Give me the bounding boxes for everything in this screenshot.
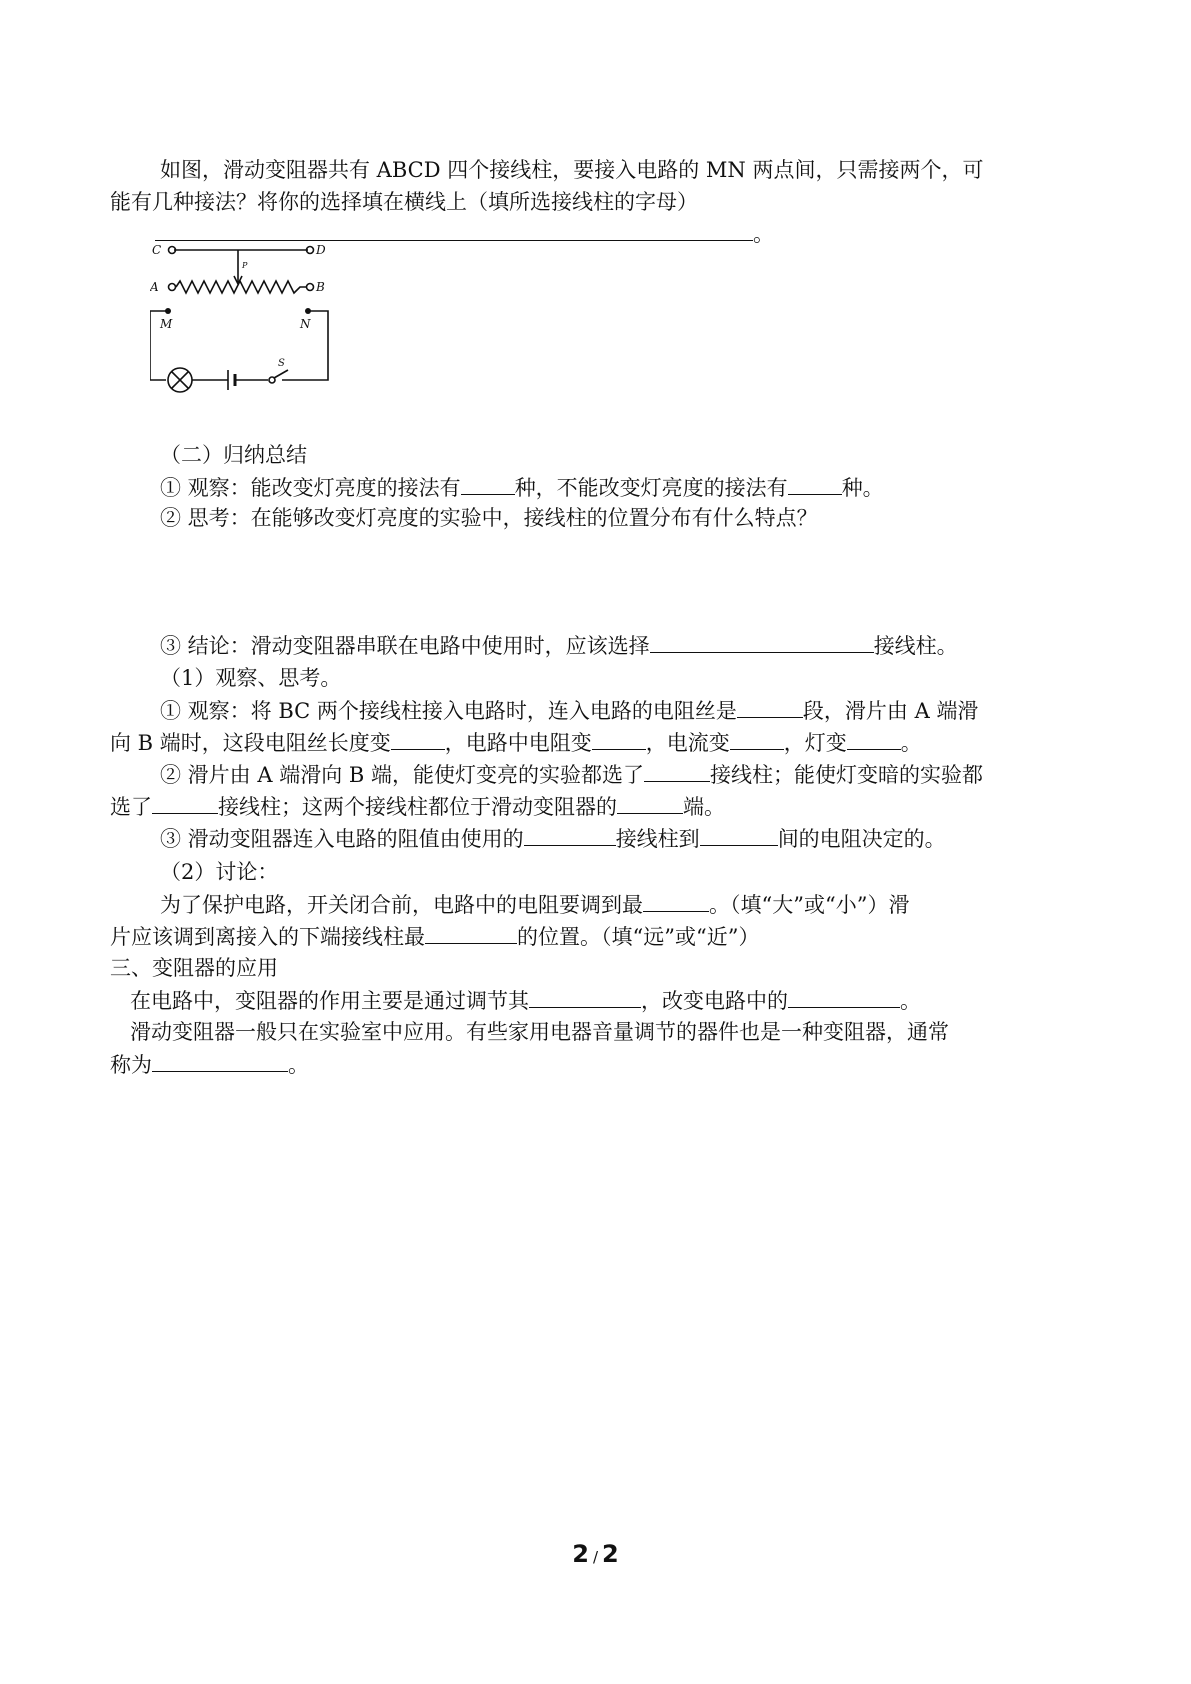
page-separator: / (592, 1548, 599, 1566)
part1-observe-1: ① 观察：将 BC 两个接线柱接入电路时，连入电路的电阻丝是 段，滑片由 A 端滑 (160, 695, 978, 726)
part3-apply-3: 称为 。 (110, 1049, 309, 1080)
intro-line-1: 如图，滑动变阻器共有 ABCD 四个接线柱，要接入电路的 MN 两点间，只需接两个，可 (160, 158, 984, 182)
terminal-a (169, 284, 176, 291)
summary-think: ② 思考：在能够改变灯亮度的实验中，接线柱的位置分布有什么特点？ (160, 506, 818, 530)
blank[interactable] (788, 472, 842, 495)
terminal-b (307, 284, 314, 291)
blank[interactable] (152, 1049, 288, 1072)
summary-conclusion: ③ 结论：滑动变阻器串联在电路中使用时，应该选择 接线柱。 (160, 630, 958, 661)
part3-heading: 三、变阻器的应用 (110, 956, 278, 980)
switch-blade (274, 370, 288, 378)
part3-apply-2: 滑动变阻器一般只在实验室中应用。有些家用电器音量调节的器件也是一种变阻器，通常 (130, 1020, 949, 1044)
blank[interactable] (700, 823, 778, 846)
label-n: N (300, 317, 311, 331)
part1-observe-2: ② 滑片由 A 端滑向 B 端，能使灯变亮的实验都选了 接线柱；能使灯变暗的实验都 (160, 759, 983, 790)
resistance-wire (176, 281, 306, 293)
blank[interactable] (847, 727, 901, 750)
blank[interactable] (737, 695, 803, 718)
label-c: C (152, 243, 162, 257)
part2-heading: （2）讨论： (160, 860, 279, 884)
label-m: M (160, 317, 173, 331)
terminal-n-dot (305, 308, 311, 314)
blank[interactable] (650, 630, 874, 653)
blank[interactable] (644, 759, 710, 782)
part2-discuss-2: 片应该调到离接入的下端接线柱最 的位置。（填“远”或“近”） (110, 921, 759, 952)
blank[interactable] (617, 791, 683, 814)
part1-observe-2-cont: 选了 接线柱；这两个接线柱都位于滑动变阻器的 端。 (110, 791, 725, 822)
blank[interactable] (643, 889, 709, 912)
summary-observe: ① 观察：能改变灯亮度的接法有 种，不能改变灯亮度的接法有 种。 (160, 472, 884, 503)
intro-answer-line: 。 (155, 218, 774, 249)
label-d: D (316, 243, 326, 257)
blank[interactable] (152, 791, 218, 814)
rheostat-circuit-diagram (150, 240, 360, 415)
blank[interactable] (592, 727, 646, 750)
part1-observe-1-cont: 向 B 端时，这段电阻丝长度变 ，电路中电阻变 ，电流变 ，灯变 。 (110, 727, 922, 758)
part1-observe-3: ③ 滑动变阻器连入电路的阻值由使用的 接线柱到 间的电阻决定的。 (160, 823, 946, 854)
part2-discuss-1: 为了保护电路，开关闭合前，电路中的电阻要调到最 。（填“大”或“小”）滑 (160, 889, 909, 920)
intro-line-2: 能有几种接法？将你的选择填在横线上（填所选接线柱的字母） (110, 190, 698, 214)
label-p: P (242, 261, 248, 270)
blank[interactable] (524, 823, 616, 846)
answer-blank[interactable] (155, 218, 753, 241)
blank[interactable] (529, 985, 641, 1008)
page-total: 2 (602, 1540, 619, 1568)
blank[interactable] (391, 727, 445, 750)
label-s: S (278, 358, 285, 369)
blank[interactable] (730, 727, 784, 750)
label-a: A (150, 280, 159, 294)
label-b: B (316, 280, 325, 294)
page-number (0, 1540, 1191, 1568)
part3-apply-1: 在电路中，变阻器的作用主要是通过调节其 ，改变电路中的 。 (130, 985, 921, 1016)
page-current: 2 (572, 1540, 589, 1568)
summary-heading: （二）归纳总结 (160, 443, 307, 467)
blank[interactable] (461, 472, 515, 495)
terminal-m-dot (165, 308, 171, 314)
part1-heading: （1）观察、思考。 (160, 666, 342, 690)
blank[interactable] (425, 921, 517, 944)
blank[interactable] (788, 985, 900, 1008)
